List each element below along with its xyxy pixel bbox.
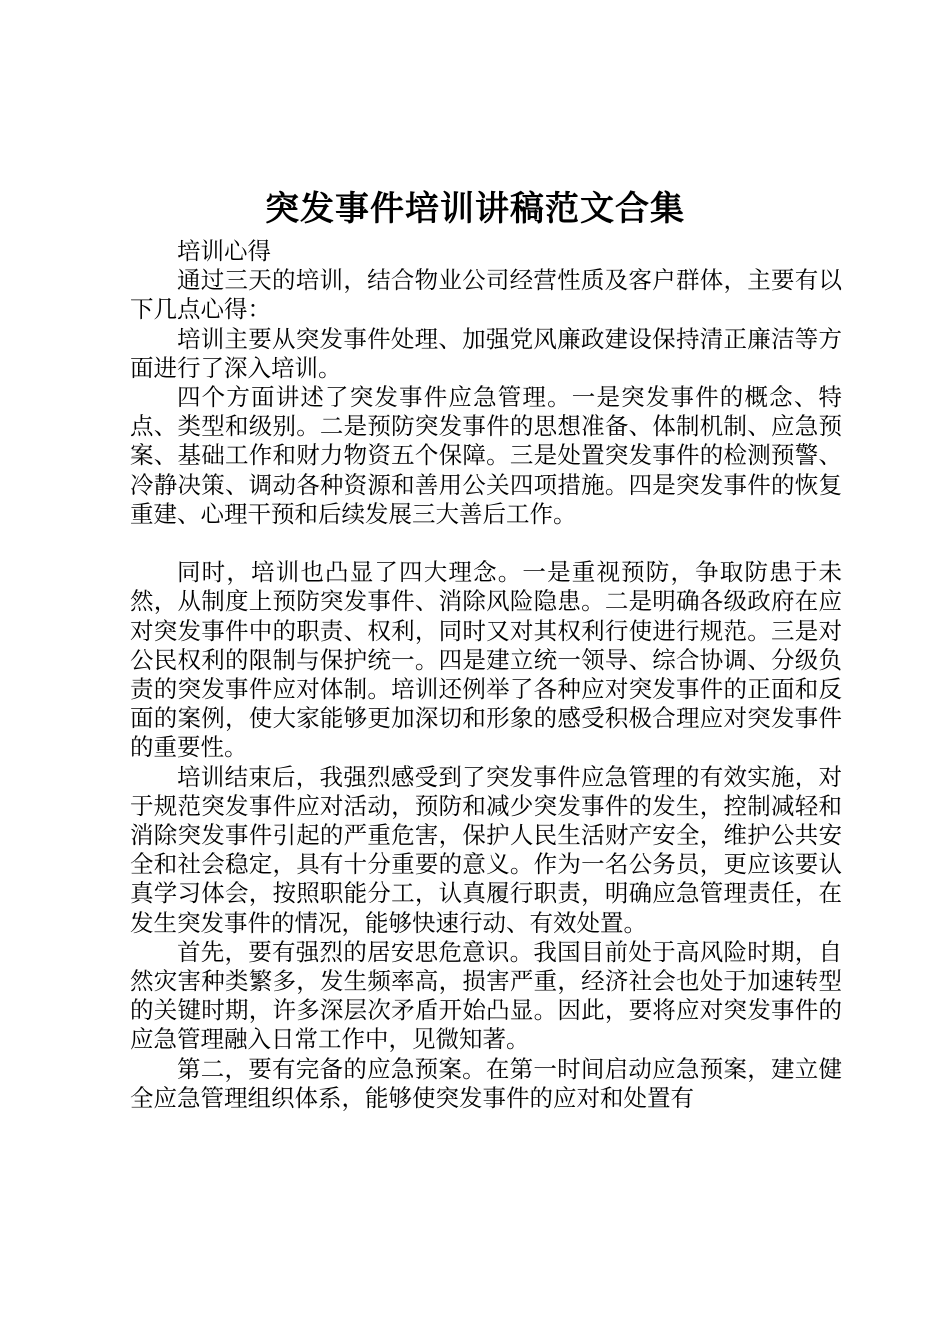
document-body: [130, 237, 842, 1113]
paragraph-second-point: 第二，要有完备的应急预案。在第一时间启动应急预案，建立健全应急管理组织体系，能够使突发事件的应对和处置有: [130, 1054, 842, 1112]
paragraph-heading: 培训心得: [177, 237, 271, 265]
paragraph-training-focus: 培训主要从突发事件处理、加强党风廉政建设保持清正廉洁等方面进行了深入培训。: [130, 324, 842, 382]
paragraph-intro: 通过三天的培训，结合物业公司经营性质及客户群体，主要有以下几点心得：: [130, 266, 842, 324]
paragraph-four-aspects: 四个方面讲述了突发事件应急管理。一是突发事件的概念、特点、类型和级别。二是预防突发事件的思想准备、体制机制、应急预案、基础工作和财力物资五个保障。三是处置突发事件的检测预警、冷静决策、调动各种资源和善用公关四项措施。四是突发事件的恢复重建、心理干预和后续发展三大善后工作。: [130, 383, 842, 528]
paragraph-first-point: 首先，要有强烈的居安思危意识。我国目前处于高风险时期，自然灾害种类繁多，发生频率高，损害严重，经济社会也处于加速转型的关键时期，许多深层次矛盾开始凸显。因此，要将应对突发事件的应急管理融入日常工作中，见微知著。: [130, 937, 842, 1054]
paragraph-after-training: 培训结束后，我强烈感受到了突发事件应急管理的有效实施，对于规范突发事件应对活动，预防和减少突发事件的发生，控制减轻和消除突发事件引起的严重危害，保护人民生活财产安全，维护公共安全和社会稳定，具有十分重要的意义。作为一名公务员，更应该要认真学习体会，按照职能分工，认真履行职责，明确应急管理责任，在发生突发事件的情况，能够快速行动、有效处置。: [130, 762, 842, 937]
document-title: 突发事件培训讲稿范文合集: [265, 189, 685, 229]
paragraph-four-concepts: 同时，培训也凸显了四大理念。一是重视预防，争取防患于未然，从制度上预防突发事件、消除风险隐患。二是明确各级政府在应对突发事件中的职责、权利，同时又对其权利行使进行规范。三是对公民权利的限制与保护统一。四是建立统一领导、综合协调、分级负责的突发事件应对体制。培训还例举了各种应对突发事件的正面和反面的案例，使大家能够更加深切和形象的感受积极合理应对突发事件的重要性。: [130, 558, 842, 762]
